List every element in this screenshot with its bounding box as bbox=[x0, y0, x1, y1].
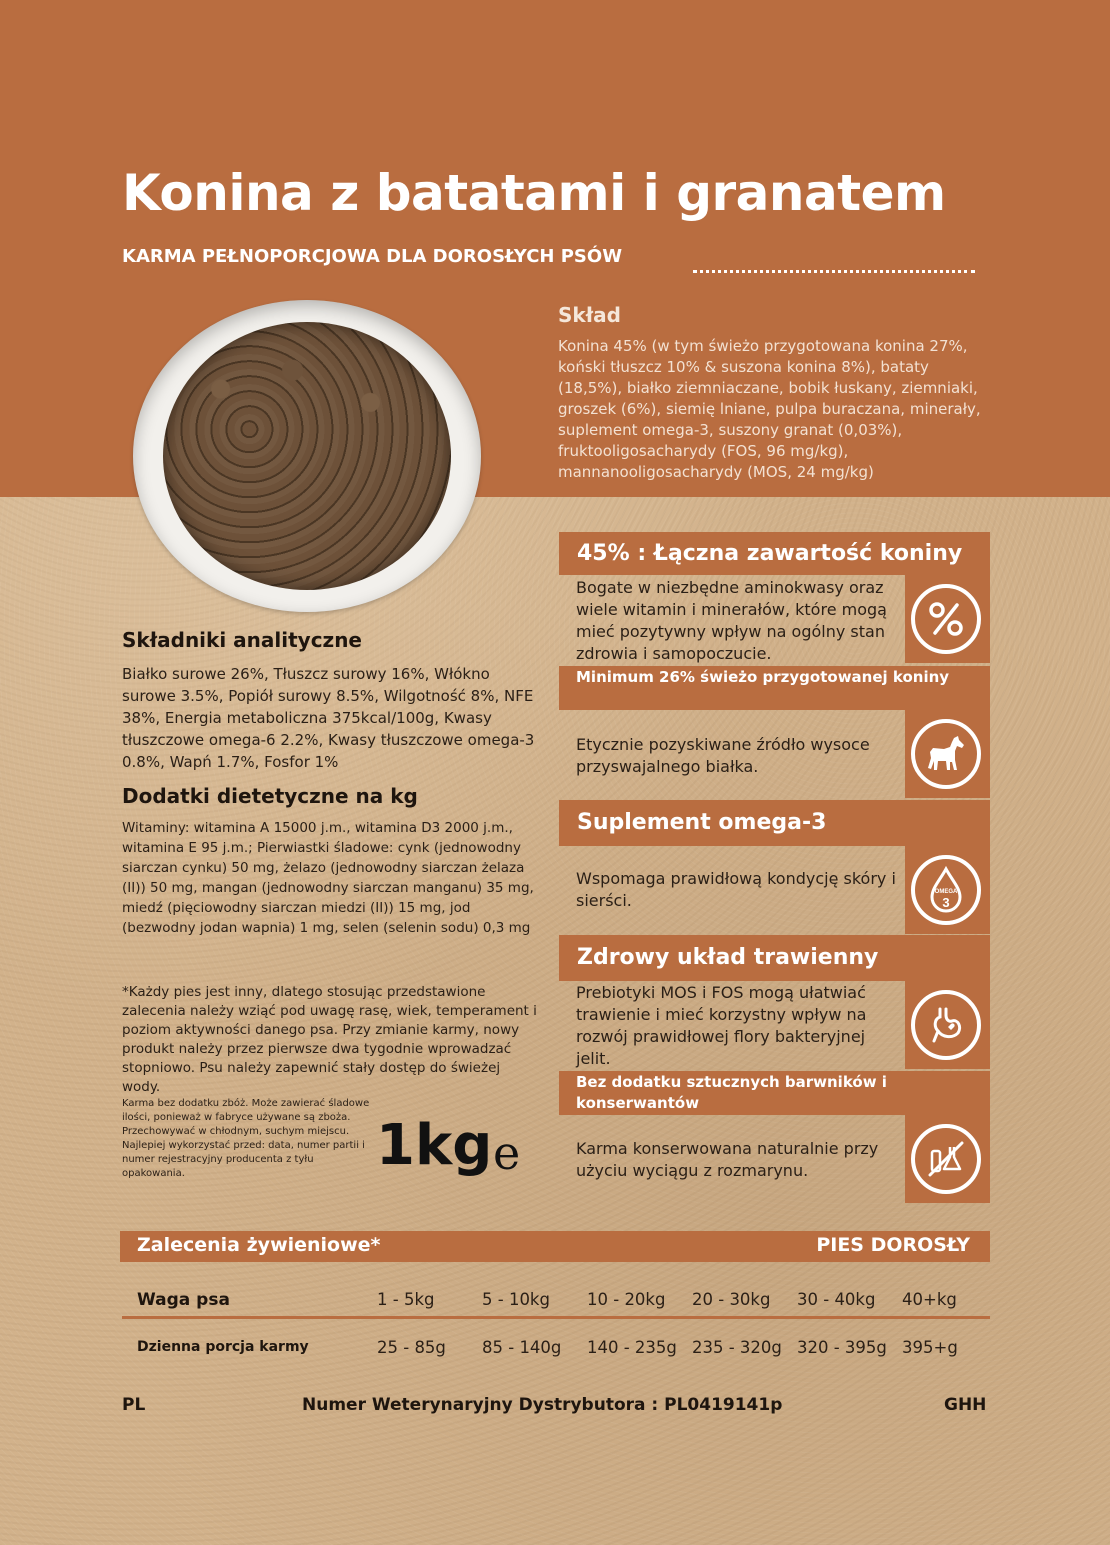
feeding-header-bar bbox=[120, 1231, 990, 1262]
omega-3-drop-icon bbox=[911, 855, 981, 925]
storage-small-print: Karma bez dodatku zbóż. Może zawierać śladowe ilości, ponieważ w fabryce używane są zboża. Przechowywać w chłodnym, suchym miejscu. Najlepiej wykorzystać przed: data, numer partii i numer rejestracyjny producenta z tyłu opakowania. bbox=[122, 1098, 370, 1179]
net-weight: 1kg bbox=[376, 1113, 493, 1178]
kibble bbox=[163, 322, 451, 590]
feature-title-fresh-horse: Minimum 26% świeżo przygotowanej koniny bbox=[559, 666, 990, 710]
stomach-icon bbox=[911, 990, 981, 1060]
feature-icon-box bbox=[905, 575, 990, 663]
omega-label: OMEGA bbox=[934, 889, 958, 895]
ingredients-heading: Skład bbox=[558, 303, 621, 327]
percent-icon bbox=[911, 584, 981, 654]
feature-icon-box bbox=[905, 1115, 990, 1203]
feature-title-no-additives: Bez dodatku sztucznych barwników i konserwantów bbox=[559, 1071, 990, 1115]
feature-title-digestion: Zdrowy układ trawienny bbox=[559, 935, 990, 981]
portion-cell: 25 - 85g bbox=[377, 1338, 446, 1357]
horse-icon bbox=[911, 719, 981, 789]
omega-number: 3 bbox=[942, 895, 950, 910]
analytical-text: Białko surowe 26%, Tłuszcz surowy 16%, Włókno surowe 3.5%, Popiół surowy 8.5%, Wilgotność 8%, NFE 38%, Energia metaboliczna 375kcal/100g, Kwasy tłuszczowe omega-6 2.2%, Kwasy tłuszczowe omega-3 0.8%, Wapń 1.7%, Fosfor 1% bbox=[122, 665, 535, 771]
table-separator bbox=[122, 1316, 990, 1319]
feeding-note: *Każdy pies jest inny, dlatego stosując przedstawione zalecenia należy wziąć pod uwagę rasę, wiek, temperament i poziom aktywności danego psa. Przy zmianie karmy, nowy produkt należy przez pierwsze dwa tygodnie wprowadzać stopniowo. Psu należy zapewnić stały dostęp do świeżej wody. bbox=[122, 984, 537, 1095]
product-title: Konina z batatami i granatem bbox=[122, 164, 946, 222]
feature-text: Wspomaga prawidłową kondycję skóry i sierści. bbox=[576, 869, 896, 910]
feature-text: Prebiotyki MOS i FOS mogą ułatwiać trawienie i mieć korzystny wpływ na rozwój prawidłowej flory bakteryjnej jelit. bbox=[576, 983, 867, 1068]
additives-text: Witaminy: witamina A 15000 j.m., witamina D3 2000 j.m., witamina E 95 j.m.; Pierwiastki śladowe: cynk (jednowodny siarczan cynku) 50 mg, żelazo (jednowodny siarczan żelaza (II)) 50 mg, mangan (jednowodny siarczan manganu) 35 mg, miedź (pięciowodny siarczan miedzi (II)) 15 mg, jod (bezwodny jodan wapnia) 1 mg, selen (selenin sodu) 0,3 mg bbox=[122, 820, 534, 936]
weight-cell: 30 - 40kg bbox=[797, 1290, 876, 1309]
language-code: PL bbox=[122, 1395, 146, 1415]
portion-cell: 320 - 395g bbox=[797, 1338, 887, 1357]
feature-title-horse-content: 45% : Łączna zawartość koniny bbox=[559, 532, 990, 575]
analytical-heading: Składniki analityczne bbox=[122, 628, 362, 652]
feature-icon-box bbox=[905, 710, 990, 798]
weight-cell: 1 - 5kg bbox=[377, 1290, 435, 1309]
weight-cell: 40+kg bbox=[902, 1290, 957, 1309]
producer-code: GHH bbox=[944, 1395, 987, 1415]
portion-row-label: Dzienna porcja karmy bbox=[137, 1339, 309, 1355]
feeding-category: PIES DOROSŁY bbox=[816, 1234, 970, 1256]
feature-icon-box bbox=[905, 981, 990, 1069]
feature-icon-box bbox=[905, 846, 990, 934]
weight-cell: 5 - 10kg bbox=[482, 1290, 550, 1309]
portion-cell: 235 - 320g bbox=[692, 1338, 782, 1357]
food-bowl-image bbox=[133, 300, 481, 612]
feature-text: Karma konserwowana naturalnie przy użyciu wyciągu z rozmarynu. bbox=[576, 1139, 879, 1180]
feeding-heading: Zalecenia żywieniowe* bbox=[137, 1234, 381, 1256]
product-subtitle: KARMA PEŁNOPORCJOWA DLA DOROSŁYCH PSÓW bbox=[122, 246, 623, 267]
ingredients-text: Konina 45% (w tym świeżo przygotowana konina 27%, koński tłuszcz 10% & suszona konina 8%), bataty (18,5%), białko ziemniaczane, bobik łuskany, ziemniaki, groszek (6%), siemię lniane, pulpa buraczana, minerały, suplement omega-3, suszony granat (0,03%), fruktooligosacharydy (FOS, 96 mg/kg), mannanooligosacharydy (MOS, 24 mg/kg) bbox=[558, 337, 981, 481]
portion-cell: 140 - 235g bbox=[587, 1338, 677, 1357]
no-chemicals-icon bbox=[911, 1124, 981, 1194]
estimated-sign: e bbox=[493, 1126, 521, 1180]
weight-cell: 10 - 20kg bbox=[587, 1290, 666, 1309]
additives-heading: Dodatki dietetyczne na kg bbox=[122, 784, 418, 808]
weight-row-label: Waga psa bbox=[137, 1290, 230, 1310]
dotted-line bbox=[693, 258, 975, 273]
portion-cell: 395+g bbox=[902, 1338, 958, 1357]
weight-cell: 20 - 30kg bbox=[692, 1290, 771, 1309]
vet-number: Numer Weterynaryjny Dystrybutora : PL0419141p bbox=[302, 1395, 783, 1415]
feature-text: Etycznie pozyskiwane źródło wysoce przyswajalnego białka. bbox=[576, 735, 870, 776]
portion-cell: 85 - 140g bbox=[482, 1338, 562, 1357]
feature-title-omega-3: Suplement omega-3 bbox=[559, 800, 990, 846]
feature-text: Bogate w niezbędne aminokwasy oraz wiele witamin i minerałów, które mogą mieć pozytywny wpływ na ogólny stan zdrowia i samopoczucie. bbox=[576, 578, 887, 663]
